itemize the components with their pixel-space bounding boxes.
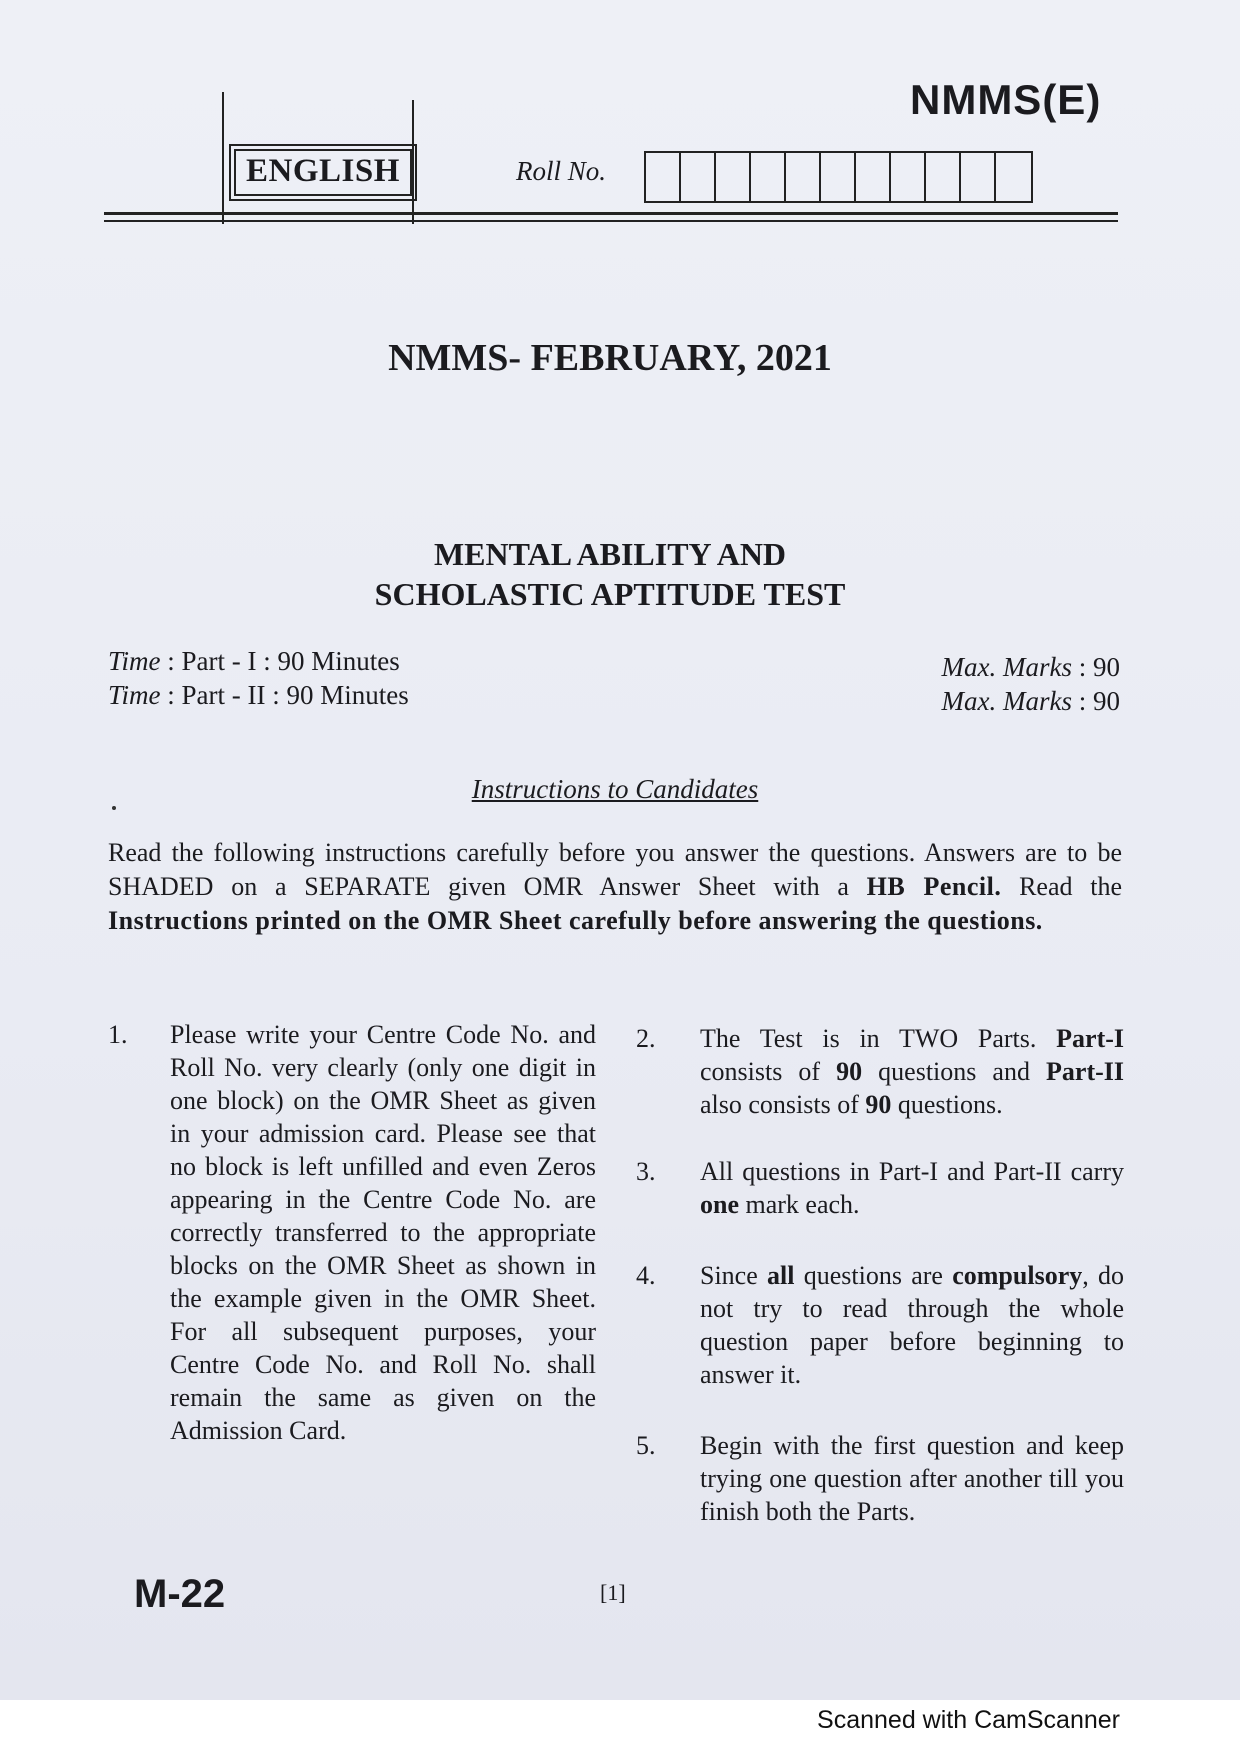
time-part1-value: : Part - I : 90 Minutes <box>167 646 400 676</box>
marks-label-1: Max. Marks <box>941 652 1072 682</box>
instructions-column-left <box>108 1018 596 1447</box>
time-label-1: Time <box>108 646 161 676</box>
test-title-line1: MENTAL ABILITY AND <box>433 536 787 572</box>
marks-label-2: Max. Marks <box>941 686 1072 716</box>
exam-title: NMMS- FEBRUARY, 2021 <box>388 337 832 379</box>
instructions-heading: Instructions to Candidates <box>471 774 759 804</box>
marks-part2 <box>942 684 1120 718</box>
header-divider-left <box>222 92 224 224</box>
roll-no-cell[interactable] <box>646 153 681 201</box>
exam-code: NMMS(E) <box>910 76 1102 123</box>
header-rule-thin <box>104 220 1118 222</box>
instruction-item-4 <box>636 1259 1124 1391</box>
instruction-text: The Test is in TWO Parts. Part-I consists of 90 questions and Part-II also consists of 90 questions. <box>700 1024 1125 1119</box>
instruction-text: All questions in Part-I and Part-II carry one mark each. <box>700 1157 1124 1219</box>
instructions-intro <box>108 836 1122 938</box>
roll-no-cell[interactable] <box>821 153 856 201</box>
page-number: [1] <box>600 1580 626 1605</box>
time-label-2: Time <box>108 680 161 710</box>
instruction-item-1 <box>108 1018 596 1447</box>
intro-text-c: Read the <box>1001 872 1123 901</box>
roll-no-cell[interactable] <box>891 153 926 201</box>
roll-no-cell[interactable] <box>926 153 961 201</box>
time-part2 <box>108 678 409 712</box>
test-title <box>0 534 1220 614</box>
roll-no-cell[interactable] <box>681 153 716 201</box>
roll-no-cell[interactable] <box>716 153 751 201</box>
instructions-column-right <box>636 1022 1124 1528</box>
marks-part1 <box>942 650 1120 684</box>
intro-text-a: Read the following instructions carefully before you answer the questions. Answers are to be SHADED on a SEPARATE given OMR Answer Sheet with a <box>108 838 1122 901</box>
instruction-item-5 <box>636 1429 1124 1528</box>
instruction-number: 1. <box>108 1020 128 1049</box>
roll-no-cell[interactable] <box>751 153 786 201</box>
intro-bold-omr: Instructions printed on the OMR Sheet carefully before answering the questions. <box>108 906 1043 935</box>
instruction-text: Since all questions are compulsory, do not try to read through the whole question paper before beginning to answer it. <box>700 1261 1124 1389</box>
roll-no-grid[interactable] <box>644 151 1033 203</box>
instruction-number: 2. <box>636 1024 656 1053</box>
language-label: ENGLISH <box>234 149 412 196</box>
time-info <box>108 644 409 712</box>
time-part1 <box>108 644 409 678</box>
instruction-number: 4. <box>636 1261 656 1290</box>
instruction-item-2 <box>636 1022 1124 1121</box>
roll-no-cell[interactable] <box>961 153 996 201</box>
instruction-text: Begin with the first question and keep trying one question after another till you finish both the Parts. <box>700 1431 1124 1526</box>
instruction-text: Please write your Centre Code No. and Roll No. very clearly (only one digit in one block) on the OMR Sheet as given in your admission card. Please see that no block is left unfilled and even Zeros appearing in the Centre Code No. are correctly transferred to the appropriate blocks on the OMR Sheet as shown in the example given in the OMR Sheet. For all subsequent purposes, your Centre Code No. and Roll No. shall remain the same as given on the Admission Card. <box>170 1020 596 1445</box>
roll-no-cell[interactable] <box>856 153 891 201</box>
language-box <box>229 144 417 201</box>
roll-no-label: Roll No. <box>516 156 607 186</box>
roll-no-cell[interactable] <box>786 153 821 201</box>
scanner-watermark: Scanned with CamScanner <box>817 1706 1120 1734</box>
time-part2-value: : Part - II : 90 Minutes <box>167 680 409 710</box>
instruction-number: 3. <box>636 1157 656 1186</box>
scan-speck <box>112 806 116 810</box>
marks-part2-value: : 90 <box>1078 686 1120 716</box>
marks-info <box>942 650 1120 718</box>
header-rule <box>104 212 1118 215</box>
marks-part1-value: : 90 <box>1078 652 1120 682</box>
instruction-item-3 <box>636 1155 1124 1221</box>
paper-code: M-22 <box>134 1572 226 1616</box>
test-title-line2: SCHOLASTIC APTITUDE TEST <box>374 576 846 612</box>
roll-no-cell[interactable] <box>996 153 1031 201</box>
instruction-number: 5. <box>636 1431 656 1460</box>
intro-bold-pencil: HB Pencil. <box>866 872 1002 901</box>
